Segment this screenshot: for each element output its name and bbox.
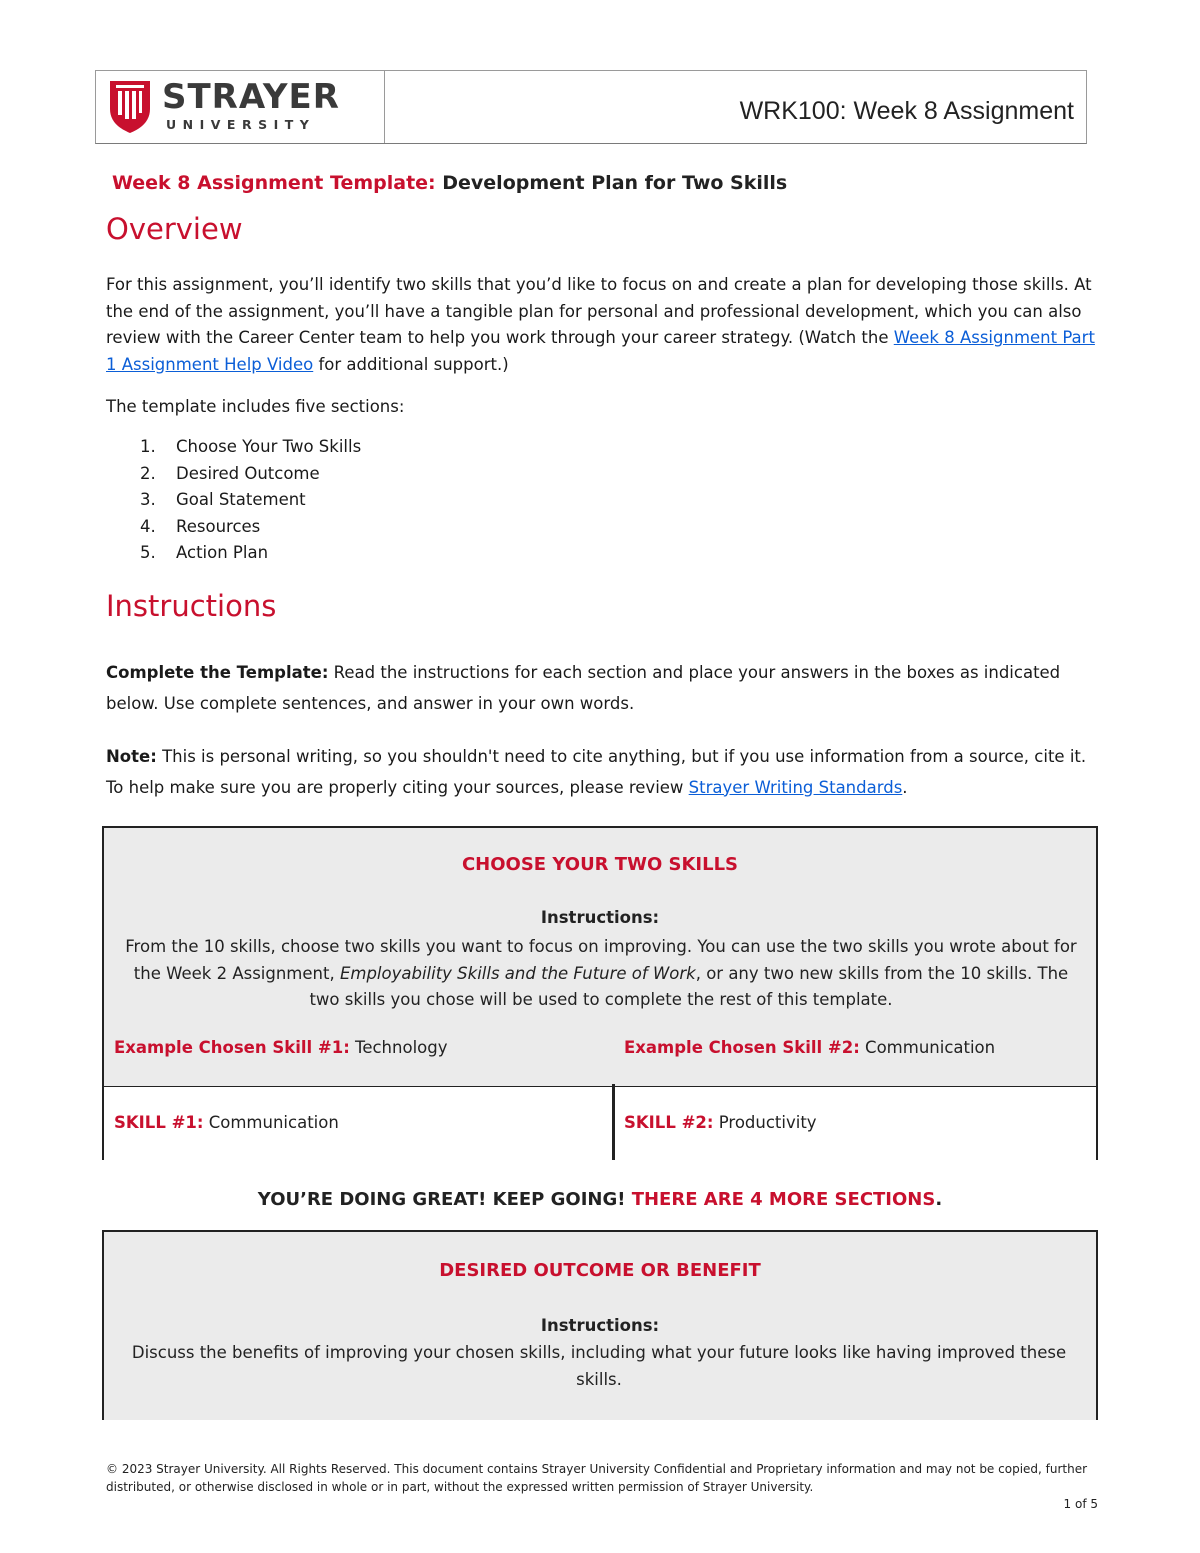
section-instructions-text: From the 10 skills, choose two skills you want to focus on improving. You can use the two skills you wrote about for the Week 2 Assignment, Employability Skills and the Future of Work, or any two new skills from the 10 skills. The two skills you chose will be used to complete the rest of this template. [125, 937, 1077, 1009]
encouragement-banner: YOU’RE DOING GREAT! KEEP GOING! THERE ARE 4 MORE SECTIONS. [257, 1189, 943, 1210]
column-divider [612, 1084, 615, 1160]
help-video-link[interactable]: Week 8 Assignment Part 1 Assignment Help Video [106, 328, 1095, 374]
instructions-heading: Instructions [106, 589, 277, 623]
skill-1-answer[interactable]: SKILL #1: Communication [114, 1113, 339, 1132]
list-item: 5. Action Plan [140, 543, 269, 562]
section-heading: CHOOSE YOUR TWO SKILLS [461, 854, 739, 875]
example-skill-1: Example Chosen Skill #1: Technology [114, 1038, 448, 1057]
example-skill-2: Example Chosen Skill #2: Communication [624, 1038, 996, 1057]
section-instructions-label: Instructions: [540, 1316, 660, 1335]
skills-answer-row [104, 1086, 1096, 1161]
copyright-footer: © 2023 Strayer University. All Rights Reserved. This document contains Strayer University Confidential and Proprietary information and may not be copied, further distributed, or otherwise disclosed in whole or in part, without the expressed written permission of Strayer University. [106, 1462, 1088, 1494]
list-item: 4. Resources [140, 516, 261, 536]
shield-logo-icon [108, 79, 152, 135]
list-item: 3. Goal Statement [140, 490, 306, 509]
complete-template-label: Complete the Template: [106, 663, 329, 682]
choose-skills-section [102, 826, 1098, 1160]
page-number: 1 of 5 [1063, 1497, 1098, 1511]
section-heading: DESIRED OUTCOME OR BENEFIT [439, 1260, 761, 1281]
document-header [95, 70, 1087, 144]
list-item: 1. Choose Your Two Skills [140, 437, 362, 456]
logo-subtitle: UNIVERSITY [166, 117, 316, 132]
course-title: WRK100: Week 8 Assignment [739, 97, 1074, 125]
document-title [112, 172, 787, 194]
writing-standards-link[interactable]: Strayer Writing Standards [688, 777, 903, 797]
sections-list [140, 434, 361, 567]
note-text: This is personal writing, so you shouldn't need to cite anything, but if you use information from a source, cite it. To help make sure you are properly citing your sources, please review [106, 747, 1087, 797]
overview-paragraph [106, 272, 1106, 378]
overview-text: For this assignment, you’ll identify two skills that you’d like to focus on and create a plan for developing those skills. At the end of the assignment, you’ll have a tangible plan for personal and professional development, which you can also review with the Career Center team to help you work through your career strategy. (Watch the [106, 275, 1092, 347]
desired-outcome-section [102, 1230, 1098, 1420]
document-title-rest: Development Plan for Two Skills [435, 172, 788, 194]
logo-wordmark: STRAYER [162, 77, 340, 117]
document-title-prefix: Week 8 Assignment Template: [112, 172, 436, 194]
complete-template-text: Read the instructions for each section and place your answers in the boxes as indicated below. Use complete sentences, and answer in your own words. [106, 663, 1061, 713]
sections-intro: The template includes five sections: [106, 397, 405, 416]
overview-heading: Overview [106, 212, 243, 246]
section-instructions-label: Instructions: [540, 908, 660, 927]
overview-text-end: for additional support.) [313, 354, 509, 374]
note-label: Note: [106, 747, 157, 766]
logo-cell [96, 71, 385, 143]
complete-template-paragraph [106, 658, 1106, 719]
list-item: 2. Desired Outcome [140, 463, 320, 483]
note-paragraph: Note: This is personal writing, so you shouldn't need to cite anything, but if you use information from a source, cite it. To help make sure you are properly citing your sources, please review Strayer Writing Standards. [106, 747, 1087, 797]
skill-2-answer[interactable]: SKILL #2: Productivity [624, 1113, 817, 1132]
section-instructions-text: Discuss the benefits of improving your chosen skills, including what your future looks like having improved these skills. [131, 1343, 1067, 1389]
